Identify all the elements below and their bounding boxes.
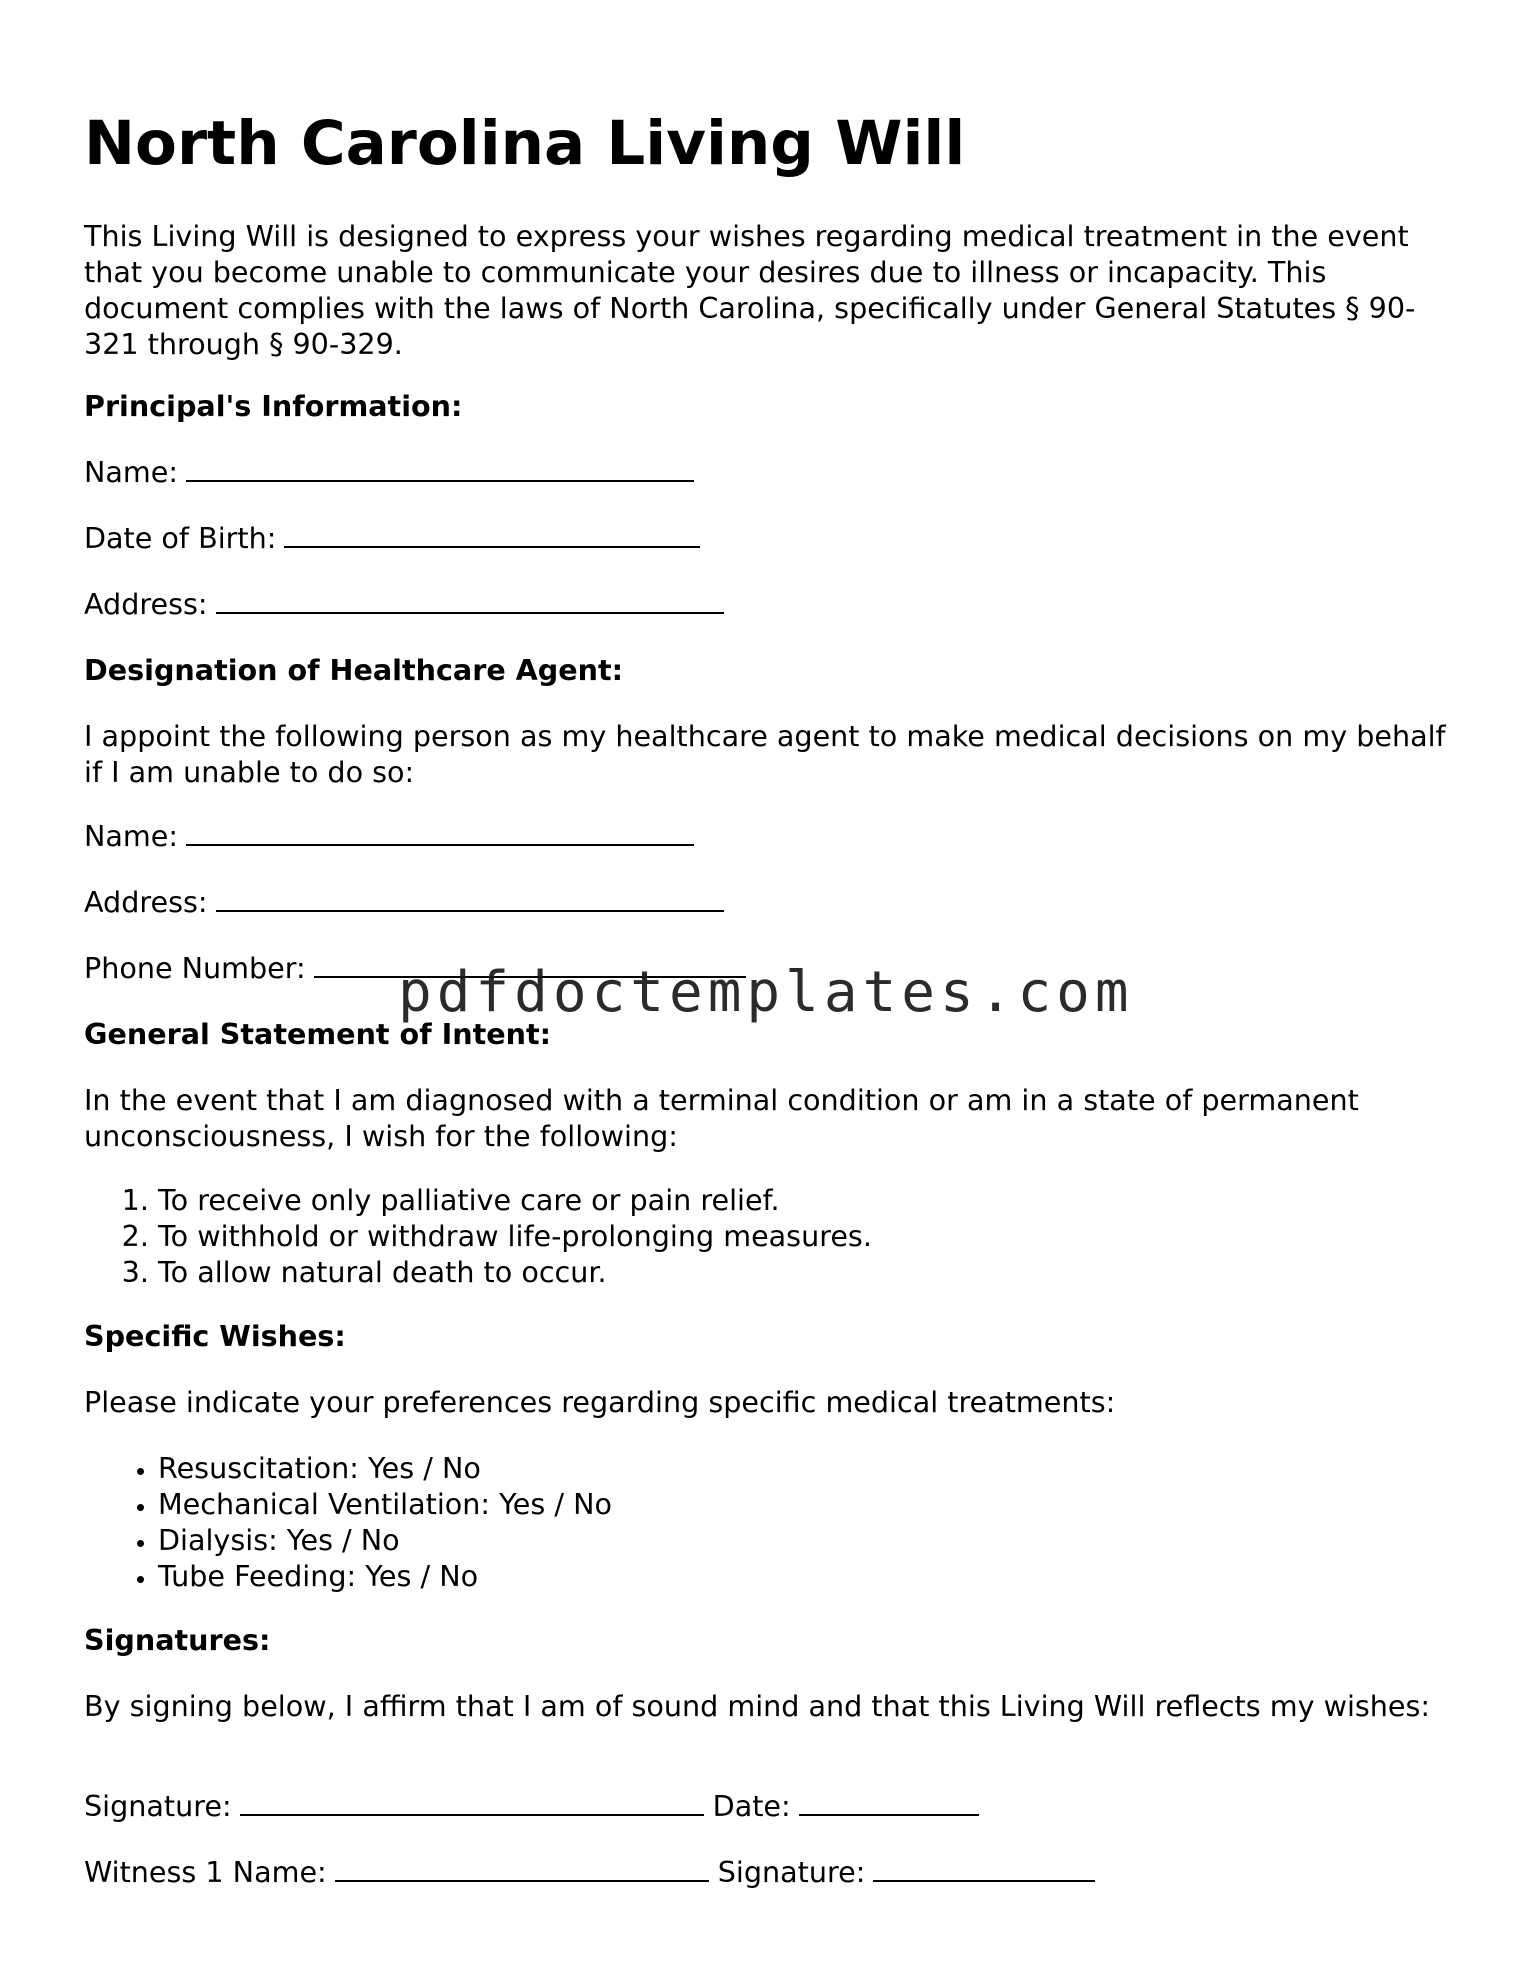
signatures-heading: Signatures: [84, 1623, 271, 1657]
principal-name-line[interactable] [186, 454, 694, 482]
agent-name-label: Name: [84, 819, 178, 853]
intent-item: 2. To withhold or withdraw life-prolonging measures. [158, 1218, 1464, 1254]
intent-list-container [84, 1182, 1464, 1290]
principal-dob-line[interactable] [284, 520, 700, 548]
agent-address-field [84, 884, 1464, 920]
wishes-list [84, 1450, 1464, 1594]
wishes-heading: Specific Wishes: [84, 1319, 346, 1353]
agent-heading: Designation of Healthcare Agent: [84, 653, 624, 687]
wishes-list-container [84, 1450, 1464, 1594]
agent-paragraph: I appoint the following person as my healthcare agent to make medical decisions on my behalf if I am unable to do so: [84, 719, 1446, 789]
date-line[interactable] [799, 1788, 979, 1816]
agent-name-field [84, 818, 1464, 854]
intent-list [84, 1182, 1464, 1290]
agent-name-line[interactable] [186, 818, 694, 846]
signature-line[interactable] [240, 1788, 704, 1816]
intent-item: 3. To allow natural death to occur. [158, 1254, 1464, 1290]
wishes-paragraph: Please indicate your preferences regarding specific medical treatments: [84, 1385, 1116, 1419]
wish-item-tube-feeding: • Tube Feeding: Yes / No [158, 1558, 1464, 1594]
document-title: North Carolina Living Will [84, 108, 966, 179]
agent-address-label: Address: [84, 885, 208, 919]
signatures-paragraph: By signing below, I affirm that I am of sound mind and that this Living Will reflects my wishes: [84, 1689, 1431, 1723]
principal-dob-label: Date of Birth: [84, 521, 277, 555]
principal-address-field [84, 586, 1464, 622]
principal-dob-field [84, 520, 1464, 556]
intent-paragraph: In the event that I am diagnosed with a terminal condition or am in a state of permanent unconsciousness, I wish for the following: [84, 1083, 1359, 1153]
witness1-row [84, 1854, 1464, 1890]
witness1-name-line[interactable] [335, 1854, 709, 1882]
witness1-signature-line[interactable] [873, 1854, 1095, 1882]
signature-date-row [84, 1788, 1464, 1824]
intent-heading: General Statement of Intent: [84, 1017, 552, 1051]
witness1-signature-label: Signature: [717, 1855, 866, 1889]
principal-address-label: Address: [84, 587, 208, 621]
signature-label: Signature: [84, 1789, 232, 1823]
principal-name-label: Name: [84, 455, 178, 489]
principal-name-field [84, 454, 1464, 490]
watermark-text: pdfdoctemplates.com [398, 960, 1134, 1025]
witness1-name-label: Witness 1 Name: [84, 1855, 327, 1889]
wish-item-resuscitation: • Resuscitation: Yes / No [158, 1450, 1464, 1486]
intent-item: 1. To receive only palliative care or pain relief. [158, 1182, 1464, 1218]
date-label: Date: [712, 1789, 791, 1823]
wish-item-dialysis: • Dialysis: Yes / No [158, 1522, 1464, 1558]
principal-address-line[interactable] [216, 586, 724, 614]
principal-heading: Principal's Information: [84, 389, 463, 423]
intro-paragraph: This Living Will is designed to express your wishes regarding medical treatment in the event that you become unable to communicate your desires due to illness or incapacity. This document complies with the laws of North Carolina, specifically under General Statutes § 90-321 through § 90-329. [84, 219, 1416, 361]
agent-address-line[interactable] [216, 884, 724, 912]
wish-item-ventilation: • Mechanical Ventilation: Yes / No [158, 1486, 1464, 1522]
agent-phone-label: Phone Number: [84, 951, 306, 985]
